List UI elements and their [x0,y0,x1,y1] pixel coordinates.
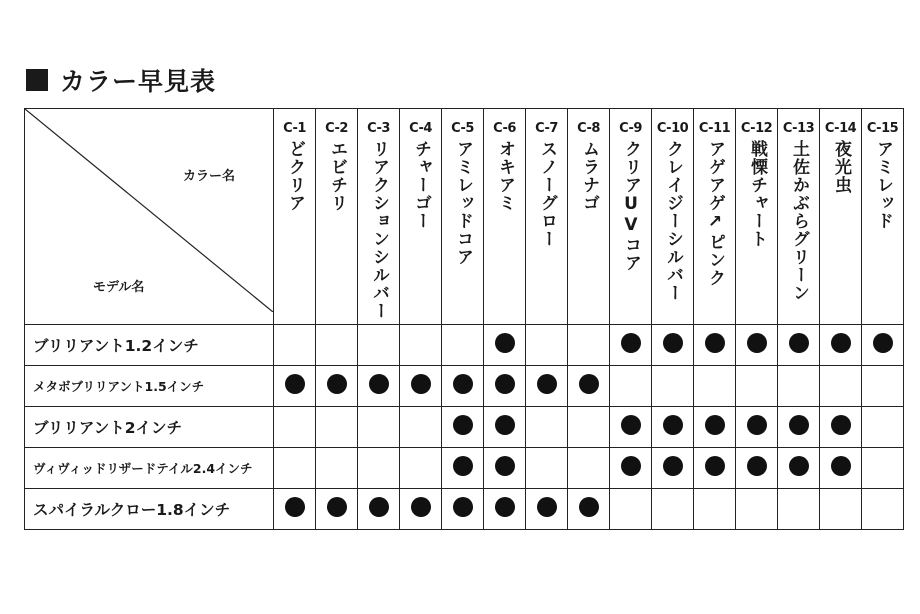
available-dot-icon [831,456,851,476]
availability-cell [610,325,652,366]
availability-cell [358,448,400,489]
availability-cell [862,407,904,448]
color-column-11 [694,109,736,325]
model-name: スパイラルクロー1.8インチ [25,489,274,530]
availability-cell [358,407,400,448]
available-dot-icon [579,374,599,394]
color-code: C-10 [656,121,689,136]
color-code: C-9 [619,121,642,136]
page-title [26,64,216,96]
availability-cell [862,448,904,489]
availability-cell [442,407,484,448]
availability-cell [862,325,904,366]
color-column-5 [442,109,484,325]
availability-cell [652,325,694,366]
available-dot-icon [369,497,389,517]
available-dot-icon [537,497,557,517]
page-title-text: カラー早見表 [60,67,217,96]
header-row [25,109,904,325]
color-name: エビチリ [327,140,347,212]
color-name: オキアミ [495,140,515,212]
availability-cell [274,448,316,489]
available-dot-icon [411,497,431,517]
available-dot-icon [495,456,515,476]
availability-cell [316,325,358,366]
availability-cell [316,407,358,448]
available-dot-icon [453,497,473,517]
available-dot-icon [747,415,767,435]
color-name: リアクションシルバー [369,140,389,320]
color-column-6 [484,109,526,325]
available-dot-icon [495,415,515,435]
availability-cell [358,366,400,407]
color-column-9 [610,109,652,325]
color-code: C-6 [493,121,516,136]
availability-cell [442,489,484,530]
available-dot-icon [663,456,683,476]
availability-cell [736,325,778,366]
model-name: ブリリアント1.2インチ [25,325,274,366]
availability-cell [610,366,652,407]
availability-cell [652,407,694,448]
availability-cell [568,489,610,530]
availability-cell [526,407,568,448]
availability-cell [736,448,778,489]
available-dot-icon [789,456,809,476]
availability-cell [778,448,820,489]
available-dot-icon [495,333,515,353]
color-code: C-11 [698,121,731,136]
availability-cell [484,366,526,407]
color-name: アミレッド [873,140,893,230]
available-dot-icon [663,415,683,435]
available-dot-icon [453,374,473,394]
availability-cell [694,325,736,366]
color-code: C-8 [577,121,600,136]
availability-cell [568,407,610,448]
availability-cell [610,448,652,489]
availability-cell [820,407,862,448]
table-row [25,407,904,448]
availability-cell [736,407,778,448]
available-dot-icon [327,497,347,517]
availability-cell [862,489,904,530]
availability-cell [862,366,904,407]
color-code: C-2 [325,121,348,136]
available-dot-icon [579,497,599,517]
availability-cell [568,448,610,489]
availability-cell [484,325,526,366]
color-column-8 [568,109,610,325]
availability-cell [400,366,442,407]
available-dot-icon [285,497,305,517]
color-column-4 [400,109,442,325]
available-dot-icon [705,415,725,435]
availability-cell [400,407,442,448]
availability-cell [316,489,358,530]
available-dot-icon [495,374,515,394]
availability-cell [274,489,316,530]
availability-cell [484,407,526,448]
availability-cell [694,448,736,489]
available-dot-icon [789,415,809,435]
availability-cell [778,489,820,530]
model-name-label: モデル名 [93,280,145,295]
availability-cell [526,489,568,530]
table-row [25,325,904,366]
availability-cell [778,407,820,448]
table-row [25,448,904,489]
availability-cell [652,489,694,530]
color-name: どクリア [285,140,305,212]
available-dot-icon [663,333,683,353]
available-dot-icon [285,374,305,394]
availability-cell [652,448,694,489]
availability-cell [694,489,736,530]
available-dot-icon [873,333,893,353]
available-dot-icon [705,456,725,476]
table-row [25,489,904,530]
color-name: クリアUVコア [621,140,641,272]
model-name: メタボブリリアント1.5インチ [25,366,274,407]
available-dot-icon [747,456,767,476]
availability-cell [274,366,316,407]
availability-cell [484,489,526,530]
availability-cell [484,448,526,489]
available-dot-icon [327,374,347,394]
color-name: チャーゴー [411,140,431,230]
color-code: C-3 [367,121,390,136]
table-row [25,366,904,407]
color-column-1 [274,109,316,325]
availability-cell [778,325,820,366]
color-column-10 [652,109,694,325]
color-name: クレイジーシルバー [663,140,683,302]
availability-cell [820,448,862,489]
availability-cell [442,325,484,366]
available-dot-icon [831,415,851,435]
availability-cell [358,489,400,530]
availability-cell [610,489,652,530]
availability-cell [442,366,484,407]
color-code: C-13 [782,121,815,136]
availability-cell [694,407,736,448]
available-dot-icon [453,415,473,435]
corner-cell [25,109,274,325]
availability-cell [820,366,862,407]
color-name: アゲアゲ↗ピンク [705,140,725,287]
available-dot-icon [621,415,641,435]
available-dot-icon [621,456,641,476]
color-chart-table [24,108,904,530]
available-dot-icon [537,374,557,394]
model-name: ヴィヴィッドリザードテイル2.4インチ [25,448,274,489]
availability-cell [358,325,400,366]
available-dot-icon [831,333,851,353]
color-code: C-5 [451,121,474,136]
availability-cell [400,325,442,366]
availability-cell [736,366,778,407]
color-name-label: カラー名 [183,169,236,184]
availability-cell [694,366,736,407]
availability-cell [778,366,820,407]
color-column-12 [736,109,778,325]
availability-cell [442,448,484,489]
color-name: ムラナゴ [579,140,599,212]
availability-cell [400,448,442,489]
availability-cell [820,325,862,366]
availability-cell [316,448,358,489]
availability-cell [652,366,694,407]
color-name: アミレッドコア [453,140,473,266]
available-dot-icon [369,374,389,394]
color-code: C-14 [824,121,857,136]
color-code: C-15 [866,121,899,136]
color-code: C-12 [740,121,773,136]
available-dot-icon [621,333,641,353]
availability-cell [610,407,652,448]
availability-cell [568,366,610,407]
availability-cell [274,407,316,448]
color-code: C-4 [409,121,432,136]
color-column-3 [358,109,400,325]
available-dot-icon [411,374,431,394]
available-dot-icon [705,333,725,353]
availability-cell [526,448,568,489]
color-column-7 [526,109,568,325]
color-code: C-7 [535,121,558,136]
available-dot-icon [789,333,809,353]
color-column-2 [316,109,358,325]
color-name: 土佐かぶらグリーン [789,140,809,302]
availability-cell [820,489,862,530]
availability-cell [526,366,568,407]
diagonal-line [25,109,273,312]
color-column-14 [820,109,862,325]
color-name: スノーグロー [537,140,557,248]
availability-cell [526,325,568,366]
availability-cell [736,489,778,530]
availability-cell [568,325,610,366]
color-code: C-1 [283,121,306,136]
color-name: 夜光虫 [831,140,851,194]
model-name: ブリリアント2インチ [25,407,274,448]
color-column-15 [862,109,904,325]
available-dot-icon [453,456,473,476]
available-dot-icon [747,333,767,353]
color-name: 戦慄チャート [747,140,767,248]
availability-cell [316,366,358,407]
color-column-13 [778,109,820,325]
availability-cell [400,489,442,530]
title-square-icon [26,69,48,91]
availability-cell [274,325,316,366]
available-dot-icon [495,497,515,517]
